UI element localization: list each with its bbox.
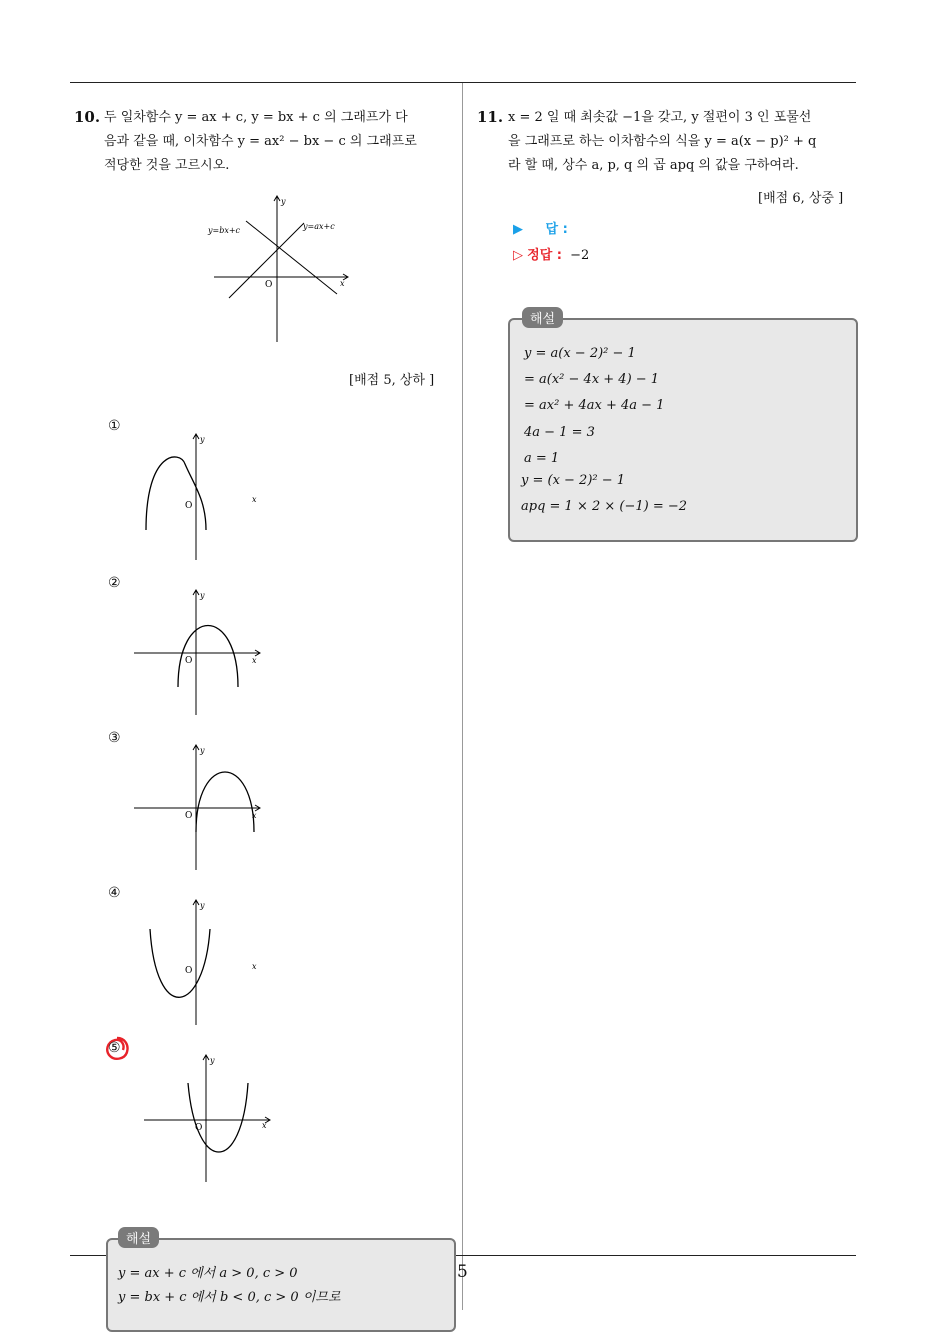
origin-label: O xyxy=(185,656,193,666)
option-4-label[interactable]: ④ xyxy=(108,885,121,901)
option-3-label[interactable]: ③ xyxy=(108,730,121,746)
origin-label: O xyxy=(185,811,193,821)
q11-correct-label: 정답 : xyxy=(527,248,562,263)
play-icon: ▶ xyxy=(513,222,523,237)
q11-score: [배점 6, 상중 ] xyxy=(758,191,844,206)
q10-explanation-tag: 해설 xyxy=(118,1227,159,1248)
q10-stem-line3: 적당한 것을 고르시오. xyxy=(104,158,230,173)
q10-number: 10. xyxy=(74,108,101,126)
option-5-graph[interactable] xyxy=(140,1050,280,1185)
q10-stem xyxy=(104,106,456,178)
y-axis-label: y xyxy=(200,435,205,444)
x-axis-label: x xyxy=(252,495,257,504)
q11-stem xyxy=(508,106,858,178)
q11-explanation-line-4: 4a − 1 = 3 xyxy=(524,425,595,440)
y-axis-label: y xyxy=(200,746,205,755)
x-axis-label: x xyxy=(252,656,257,665)
origin-label: O xyxy=(185,966,193,976)
option-1-label[interactable]: ① xyxy=(108,418,121,434)
label-bx-plus-c: y=bx+c xyxy=(208,226,241,235)
option-2-label[interactable]: ② xyxy=(108,575,121,591)
q11-correct-row xyxy=(513,244,589,263)
option-5-label[interactable]: ⑤ xyxy=(108,1040,121,1056)
page-number: 5 xyxy=(457,1262,468,1282)
y-axis-label: y xyxy=(200,901,205,910)
y-axis-label: y xyxy=(200,591,205,600)
q11-explanation-line-6: y = (x − 2)² − 1 xyxy=(521,473,626,488)
option-4-graph[interactable] xyxy=(130,895,270,1030)
parabola xyxy=(146,457,206,530)
q10-stem-line2: 음과 같을 때, 이차함수 y = ax² − bx − c 의 그래프로 xyxy=(104,134,417,149)
x-axis-label: x xyxy=(252,962,257,971)
origin-label: O xyxy=(195,1123,203,1133)
x-axis-label: x xyxy=(252,811,257,820)
q11-explanation-line-7: apq = 1 × 2 × (−1) = −2 xyxy=(521,499,688,514)
q11-stem-line2: 을 그래프로 하는 이차함수의 식을 y = a(x − p)² + q xyxy=(508,134,817,149)
parabola xyxy=(150,929,210,997)
x-axis-label: x xyxy=(340,279,345,288)
q11-explanation-line-2: = a(x² − 4x + 4) − 1 xyxy=(524,372,660,387)
q10-score: [배점 5, 상하 ] xyxy=(349,373,435,388)
q11-explanation-line-3: = ax² + 4ax + 4a − 1 xyxy=(524,398,665,413)
option-2-graph[interactable] xyxy=(130,585,270,720)
y-axis-label: y xyxy=(210,1056,215,1065)
option-1-graph[interactable] xyxy=(130,430,270,565)
top-rule xyxy=(70,82,856,83)
origin-label: O xyxy=(265,280,273,290)
q11-answer-label: 답 : xyxy=(545,222,568,237)
origin-label: O xyxy=(185,501,193,511)
parabola xyxy=(188,1083,248,1152)
y-axis-label: y xyxy=(281,197,286,206)
q11-stem-line3: 라 할 때, 상수 a, p, q 의 곱 apq 의 값을 구하여라. xyxy=(508,158,799,173)
outline-play-icon: ▷ xyxy=(513,248,523,263)
q11-correct-value: −2 xyxy=(570,248,590,263)
q11-stem-line1: x = 2 일 때 최솟값 −1을 갖고, y 절편이 3 인 포물선 xyxy=(508,110,812,125)
q11-explanation-line-1: y = a(x − 2)² − 1 xyxy=(524,346,636,361)
q10-stem-line1: 두 일차함수 y = ax + c, y = bx + c 의 그래프가 다 xyxy=(104,110,408,125)
q11-number: 11. xyxy=(477,108,504,126)
option-3-graph[interactable] xyxy=(130,740,270,875)
column-divider xyxy=(462,83,463,1310)
q10-explanation-line-1: y = ax + c 에서 a > 0, c > 0 xyxy=(118,1266,298,1281)
line-bx-plus-c xyxy=(246,221,337,294)
label-ax-plus-c: y=ax+c xyxy=(303,222,335,231)
q10-explanation-box xyxy=(106,1238,456,1332)
q10-problem-graph xyxy=(200,190,360,350)
parabola xyxy=(196,772,254,832)
q11-answer-row xyxy=(513,218,568,237)
q10-explanation-line-2: y = bx + c 에서 b < 0, c > 0 이므로 xyxy=(118,1290,341,1305)
q11-explanation-line-5: a = 1 xyxy=(524,451,560,466)
x-axis-label: x xyxy=(262,1121,267,1130)
q11-explanation-tag: 해설 xyxy=(522,307,563,328)
